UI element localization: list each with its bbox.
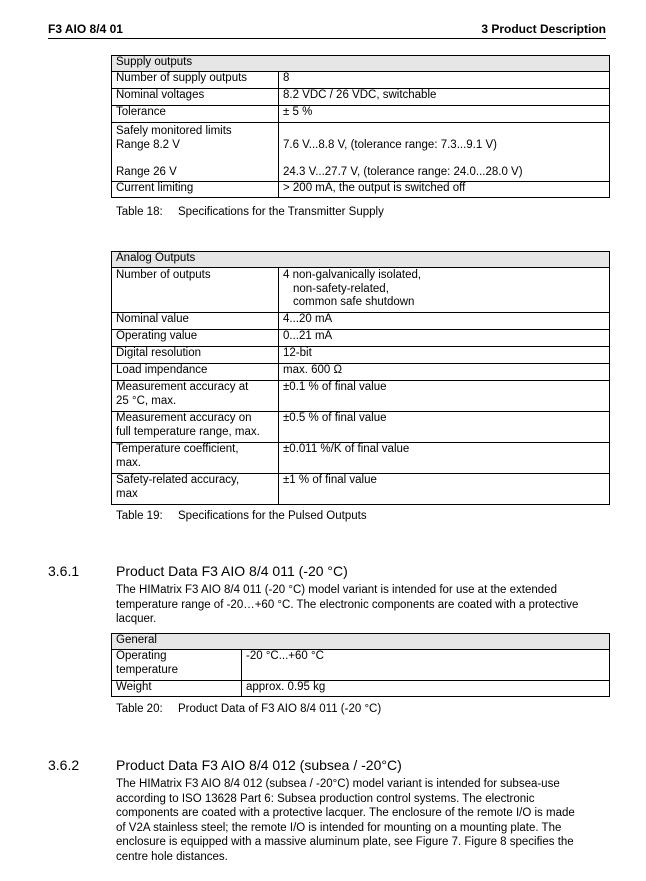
row-label — [112, 650, 242, 681]
section-number: 3.6.1 — [48, 563, 80, 579]
table-row — [112, 182, 610, 198]
outputs-line: common safe shutdown — [293, 296, 415, 308]
row-value: 0...21 mA — [279, 330, 610, 347]
section-title: Product Data F3 AIO 8/4 011 (-20 °C) — [116, 563, 348, 579]
table-row — [112, 443, 610, 474]
row-label-line: max. — [116, 456, 141, 469]
range-26v-value: 24.3 V...27.7 V, (tolerance range: 24.0...28.0 V) — [283, 165, 523, 178]
row-label-line: Measurement accuracy at — [116, 381, 249, 393]
table-row — [112, 364, 610, 381]
row-label: Load impendance — [112, 364, 279, 381]
row-value: 4...20 mA — [279, 313, 610, 330]
row-label: Tolerance — [112, 106, 279, 123]
table-row — [112, 474, 610, 505]
paragraph-line: components are coated with a protective lacquer. The enclosure of the remote I/O is made — [116, 807, 575, 820]
row-value: > 200 mA, the output is switched off — [279, 182, 610, 198]
row-label-line: Measurement accuracy on — [116, 412, 252, 424]
analog-outputs-table — [111, 251, 610, 505]
range-26v-label: Range 26 V — [116, 165, 177, 178]
table-row — [112, 106, 610, 123]
row-label-line: temperature — [116, 663, 179, 676]
header-chapter-title: 3 Product Description — [481, 22, 606, 36]
table-row — [112, 412, 610, 443]
table-row — [112, 381, 610, 412]
table-row — [112, 313, 610, 330]
row-label — [112, 123, 279, 182]
table-row — [112, 268, 610, 313]
row-value: ±1 % of final value — [279, 474, 610, 505]
row-value — [279, 268, 610, 313]
row-value: max. 600 Ω — [279, 364, 610, 381]
paragraph-line: of V2A stainless steel; the remote I/O is intended for mounting on a mounting plate. The — [116, 821, 562, 834]
table-row — [112, 89, 610, 106]
paragraph-line: enclosure is equipped with a massive aluminum plate, see Figure 7. Figure 8 specifies the — [116, 836, 574, 849]
range-8v-value: 7.6 V...8.8 V, (tolerance range: 7.3...9.1 V) — [283, 138, 497, 151]
table-title: Supply outputs — [112, 56, 610, 72]
row-value: 8.2 VDC / 26 VDC, switchable — [279, 89, 610, 106]
header-document-id: F3 AIO 8/4 01 — [48, 22, 123, 36]
caption-text: Specifications for the Pulsed Outputs — [178, 510, 367, 522]
page-header — [48, 20, 606, 39]
row-value — [279, 123, 610, 182]
table-title: General — [112, 634, 610, 650]
row-label — [112, 474, 279, 505]
row-label-line: Temperature coefficient, — [116, 443, 239, 455]
row-value: ±0.011 %/K of final value — [279, 443, 610, 474]
supply-outputs-table — [111, 55, 610, 198]
section-paragraph — [116, 777, 606, 865]
row-label — [112, 443, 279, 474]
safety-label: Safely monitored limits — [116, 125, 232, 137]
row-label — [112, 381, 279, 412]
caption-text: Product Data of F3 AIO 8/4 011 (-20 °C) — [178, 703, 382, 715]
table-row — [112, 72, 610, 89]
table-title: Analog Outputs — [112, 252, 610, 268]
row-label: Weight — [112, 681, 242, 697]
paragraph-line: temperature range of -20…+60 °C. The electronic components are coated with a protective — [116, 598, 579, 611]
section-number: 3.6.2 — [48, 757, 80, 773]
table-caption — [116, 510, 367, 522]
row-label-line: 25 °C, max. — [116, 394, 177, 407]
row-value: ±0.1 % of final value — [279, 381, 610, 412]
row-value: ± 5 % — [279, 106, 610, 123]
row-value: 12-bit — [279, 347, 610, 364]
row-label: Nominal voltages — [112, 89, 279, 106]
general-table — [111, 633, 610, 697]
row-label — [112, 412, 279, 443]
row-value: 8 — [279, 72, 610, 89]
row-label-line: Safety-related accuracy, — [116, 474, 240, 486]
section-paragraph — [116, 583, 606, 627]
paragraph-line: lacquer. — [116, 613, 157, 626]
table-caption — [116, 206, 384, 218]
table-caption — [116, 703, 381, 715]
outputs-line: 4 non-galvanically isolated, — [283, 269, 422, 281]
outputs-line: non-safety-related, — [293, 282, 389, 295]
row-value: approx. 0.95 kg — [242, 681, 610, 697]
row-value: -20 °C...+60 °C — [242, 650, 610, 681]
row-label: Current limiting — [112, 182, 279, 198]
row-label-line: full temperature range, max. — [116, 425, 260, 438]
range-8v-label: Range 8.2 V — [116, 138, 180, 151]
caption-number: Table 18: — [116, 206, 163, 218]
row-label-line: max — [116, 487, 138, 500]
table-row — [112, 650, 610, 681]
caption-number: Table 20: — [116, 703, 163, 715]
section-title: Product Data F3 AIO 8/4 012 (subsea / -20°C) — [116, 757, 402, 773]
row-value: ±0.5 % of final value — [279, 412, 610, 443]
paragraph-line: according to ISO 13628 Part 6: Subsea production control systems. The electronic — [116, 792, 535, 805]
table-row — [112, 330, 610, 347]
caption-text: Specifications for the Transmitter Supply — [178, 206, 384, 218]
table-row — [112, 123, 610, 182]
row-label-line: Operating — [116, 650, 167, 662]
table-row — [112, 347, 610, 364]
paragraph-line: The HIMatrix F3 AIO 8/4 011 (-20 °C) model variant is intended for use at the extended — [116, 584, 557, 596]
table-row — [112, 681, 610, 697]
row-label: Digital resolution — [112, 347, 279, 364]
row-label: Number of outputs — [112, 268, 279, 313]
paragraph-line: The HIMatrix F3 AIO 8/4 012 (subsea / -20°C) model variant is intended for subsea-use — [116, 778, 560, 790]
caption-number: Table 19: — [116, 510, 163, 522]
row-label: Nominal value — [112, 313, 279, 330]
row-label: Operating value — [112, 330, 279, 347]
paragraph-line: centre hole distances. — [116, 850, 228, 863]
row-label: Number of supply outputs — [112, 72, 279, 89]
